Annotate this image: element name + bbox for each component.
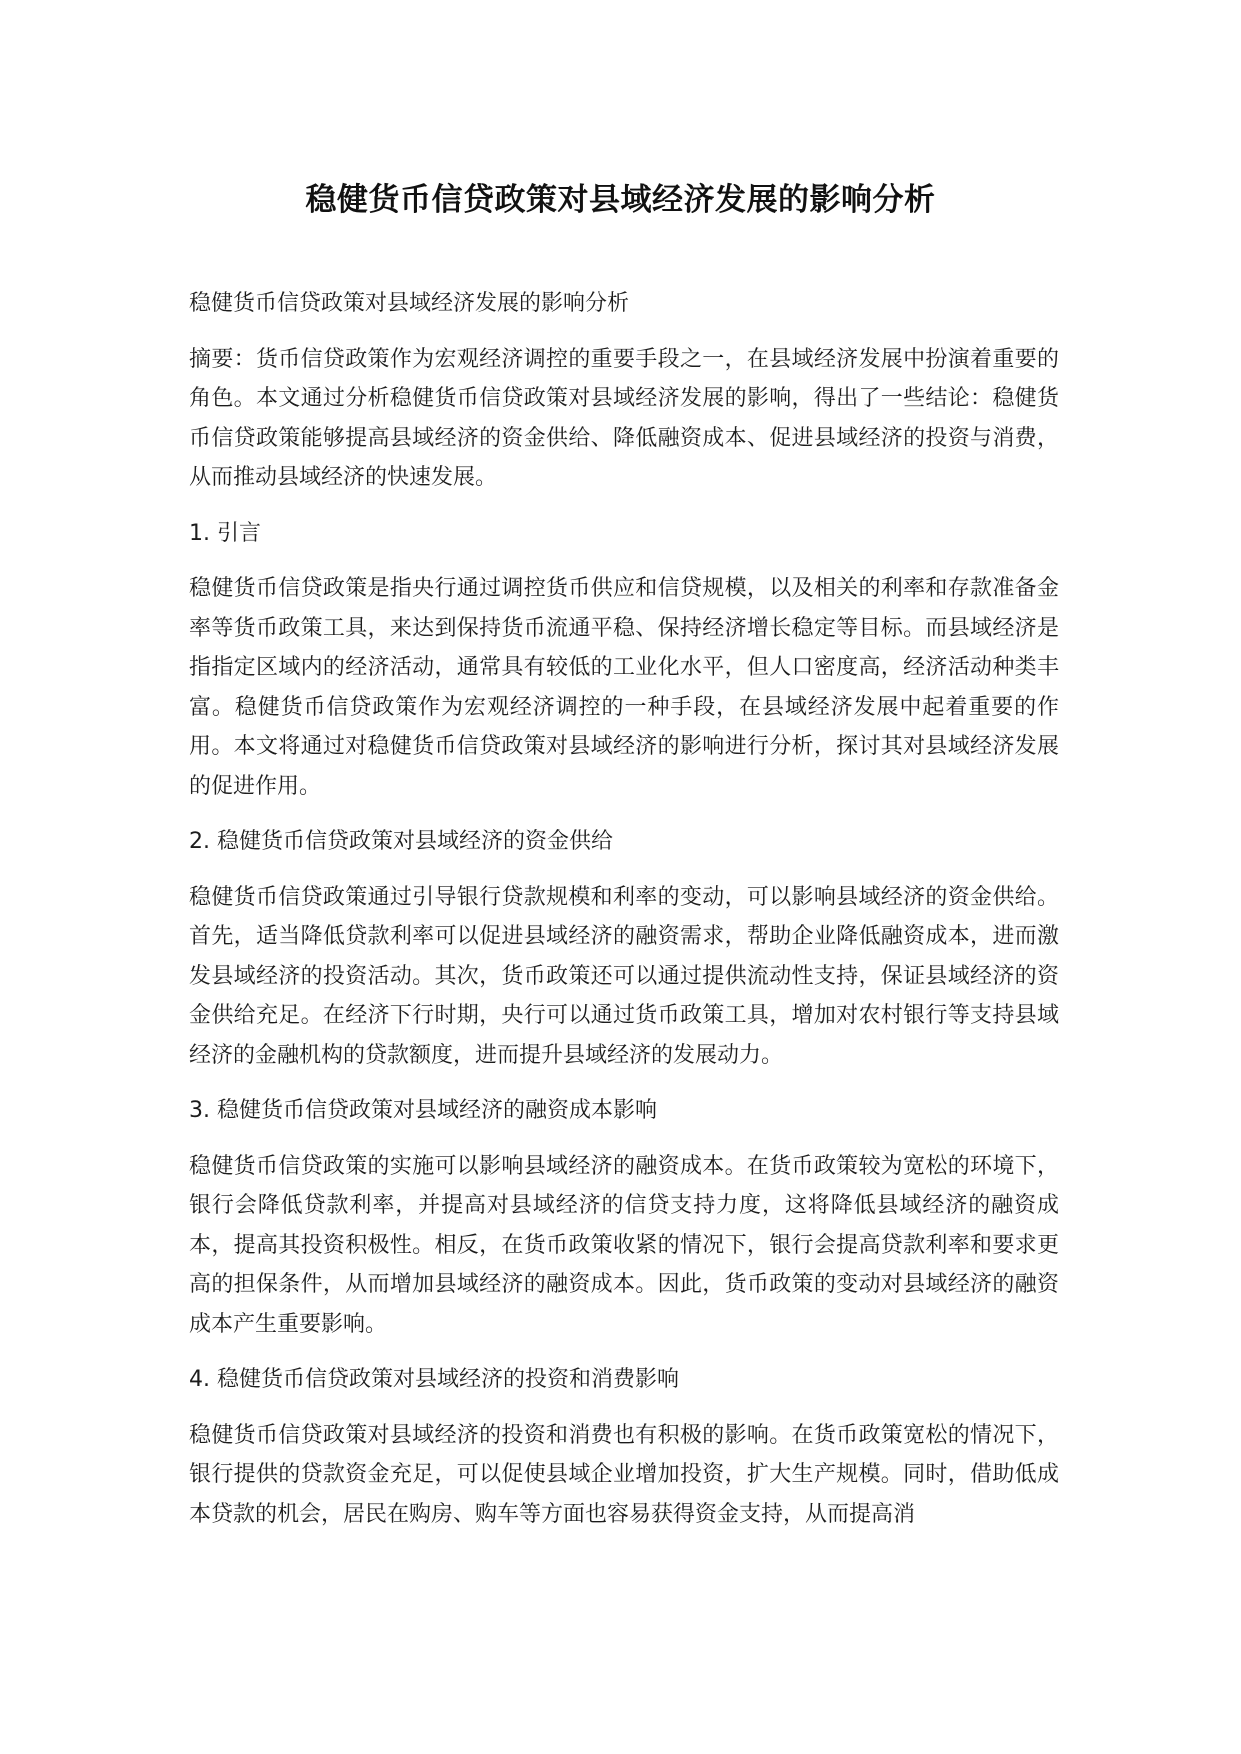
section-heading-intro: 1. 引言 <box>189 520 261 546</box>
abstract-paragraph: 摘要：货币信贷政策作为宏观经济调控的重要手段之一，在县域经济发展中扮演着重要的角色。本文通过分析稳健货币信贷政策对县域经济发展的影响，得出了一些结论：稳健货币信贷政策能够提高县域经济的资金供给、降低融资成本、促进县域经济的投资与消费，从而推动县域经济的快速发展。 <box>189 346 1059 490</box>
section-body-financing-cost: 稳健货币信贷政策的实施可以影响县域经济的融资成本。在货币政策较为宽松的环境下，银行会降低贷款利率，并提高对县域经济的信贷支持力度，这将降低县域经济的融资成本，提高其投资积极性。相反，在货币政策收紧的情况下，银行会提高贷款利率和要求更高的担保条件，从而增加县域经济的融资成本。因此，货币政策的变动对县域经济的融资成本产生重要影响。 <box>189 1153 1059 1337</box>
section-heading-funding-supply: 2. 稳健货币信贷政策对县域经济的资金供给 <box>189 829 613 854</box>
document-subtitle: 稳健货币信贷政策对县域经济发展的影响分析 <box>189 291 630 316</box>
section-body-investment-consumption: 稳健货币信贷政策对县域经济的投资和消费也有积极的影响。在货币政策宽松的情况下，银行提供的贷款资金充足，可以促使县域企业增加投资，扩大生产规模。同时，借助低成本贷款的机会，居民在购房、购车等方面也容易获得资金支持，从而提高消 <box>189 1422 1059 1527</box>
document-title: 稳健货币信贷政策对县域经济发展的影响分析 <box>305 182 936 218</box>
section-body-funding-supply: 稳健货币信贷政策通过引导银行贷款规模和利率的变动，可以影响县域经济的资金供给。首先，适当降低贷款利率可以促进县域经济的融资需求，帮助企业降低融资成本，进而激发县域经济的投资活动。其次，货币政策还可以通过提供流动性支持，保证县域经济的资金供给充足。在经济下行时期，央行可以通过货币政策工具，增加对农村银行等支持县域经济的金融机构的贷款额度，进而提升县域经济的发展动力。 <box>189 884 1059 1068</box>
section-body-intro: 稳健货币信贷政策是指央行通过调控货币供应和信贷规模，以及相关的利率和存款准备金率等货币政策工具，来达到保持货币流通平稳、保持经济增长稳定等目标。而县域经济是指指定区域内的经济活动，通常具有较低的工业化水平，但人口密度高，经济活动种类丰富。稳健货币信贷政策作为宏观经济调控的一种手段，在县域经济发展中起着重要的作用。本文将通过对稳健货币信贷政策对县域经济的影响进行分析，探讨其对县域经济发展的促进作用。 <box>189 576 1059 799</box>
section-heading-investment-consumption: 4. 稳健货币信贷政策对县域经济的投资和消费影响 <box>189 1367 679 1392</box>
document-body <box>189 284 1059 1550</box>
section-heading-financing-cost: 3. 稳健货币信贷政策对县域经济的融资成本影响 <box>189 1098 657 1123</box>
